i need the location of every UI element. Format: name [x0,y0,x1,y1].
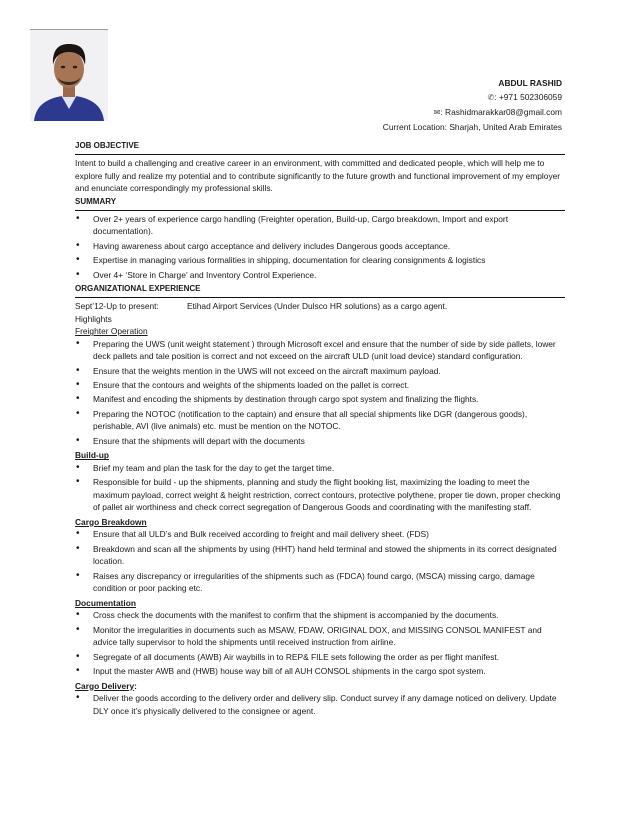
breakdown-list [75,528,565,595]
freighter-heading: Freighter Operation [75,326,148,337]
list-item: • Breakdown and scan all the shipments by using (HHT) hand held terminal and stowed the shipments in its correct designated location. [75,543,565,568]
highlights-label: Highlights [75,313,112,324]
profile-photo [30,29,108,121]
phone-number: : +971 502306059 [494,92,562,102]
list-item: • Preparing the NOTOC (notification to the captain) and ensure that all special shipments like DGR (dangerous goods), perishable, AVI (live animals) etc. must be mention on the NOTOC. [75,408,565,433]
current-location: Current Location: Sharjah, United Arab Emirates [382,122,562,132]
list-item: • Input the master AWB and (HWB) house way bill of all AUH CONSOL shipments in the cargo spot system. [75,665,565,678]
list-item: • Deliver the goods according to the delivery order and delivery slip. Conduct survey if any damage noticed on delivery. Update DLY once it’s physically delivered to the consignee or agent. [75,692,565,717]
delivery-list [75,692,565,717]
summary-list [75,213,565,281]
list-item: • Monitor the irregularities in documents such as MSAW, FDAW, ORIGINAL DOX, and MISSING CONSOL MANIFEST and advice tally supervisor to hold the shipments until received instruction from airline. [75,624,565,649]
delivery-heading-row [75,680,565,693]
contact-block [383,76,562,134]
list-item: • Raises any discrepancy or irregularities of the shipments such as (FDCA) found cargo, (MSCA) missing cargo, damage condition or poor packing etc. [75,570,565,595]
documentation-list [75,609,565,677]
phone-line [383,90,562,105]
buildup-heading: Build-up [75,450,109,461]
email-line [383,105,562,120]
list-item: • Ensure that all ULD’s and Bulk received according to freight and mail delivery sheet. (FDS) [75,528,565,541]
email-address: : Rashidmarakkar08@gmail.com [440,107,562,117]
experience-heading: ORGANIZATIONAL EXPERIENCE [75,283,565,298]
list-item: • Ensure that the shipments will depart with the documents [75,435,565,448]
list-item: • Over 4+ ‘Store in Charge’ and Inventory Control Experience. [75,269,565,282]
employment-row [75,300,565,313]
list-item: • Responsible for build - up the shipments, planning and study the flight booking list, maximizing the loading to meet the maximum payload, correct weight & height restriction, correct contours, protective polythene, proper tie down, proper checking of pallet air worthiness and check correct segregation of Dangerous Goods and coordinating with the manifesting staff. [75,476,565,514]
buildup-list [75,462,565,514]
freighter-list [75,338,565,448]
envelope-icon: ✉ [433,108,441,117]
list-item: • Having awareness about cargo acceptance and delivery includes Dangerous goods acceptance. [75,240,565,253]
list-item: • Preparing the UWS (unit weight statement ) through Microsoft excel and ensure that the number of side by side pallets, lower deck pallets and tale position is correct and not exceed on the aircraft ULD (unit load device) standard configuration. [75,338,565,363]
list-item: • Ensure that the weights mention in the UWS will not exceed on the aircraft maximum payload. [75,365,565,378]
objective-text: Intent to build a challenging and creative career in an environment, with committed and dedicated people, which will help me to explore fully and realize my potential and to contribute significantly to the future growth and functional improvement of my employer and enunciate correspondingly my professional skills. [75,158,561,194]
delivery-heading-colon: : [134,680,137,691]
applicant-name: ABDUL RASHID [498,78,562,88]
phone-icon: ✆ [487,93,495,102]
list-item: • Ensure that the contours and weights of the shipments loaded on the pallet is correct. [75,379,565,392]
objective-heading: JOB OBJECTIVE [75,140,565,155]
summary-heading: SUMMARY [75,196,565,211]
delivery-heading: Cargo Delivery [75,680,135,691]
resume-body [75,140,565,719]
list-item: • Over 2+ years of experience cargo handling (Freighter operation, Build-up, Cargo breakdown, Import and export documentation). [75,213,565,238]
documentation-heading: Documentation [75,597,136,608]
employment-period: Sept’12-Up to present: [75,300,159,311]
list-item: • Brief my team and plan the task for the day to get the target time. [75,462,565,475]
breakdown-heading: Cargo Breakdown [75,516,147,527]
list-item: • Segregate of all documents (AWB) Air waybills in to REP& FILE sets following the order as per flight manifest. [75,651,565,664]
list-item: • Cross check the documents with the manifest to confirm that the shipment is accompanied by the documents. [75,609,565,622]
list-item: • Manifest and encoding the shipments by destination through cargo spot system and finalizing the flights. [75,393,565,406]
employer-text: Etihad Airport Services (Under Dulsco HR solutions) as a cargo agent. [187,300,448,311]
list-item: • Expertise in managing various formalities in shipping, documentation for clearing consignments & logistics [75,254,565,267]
